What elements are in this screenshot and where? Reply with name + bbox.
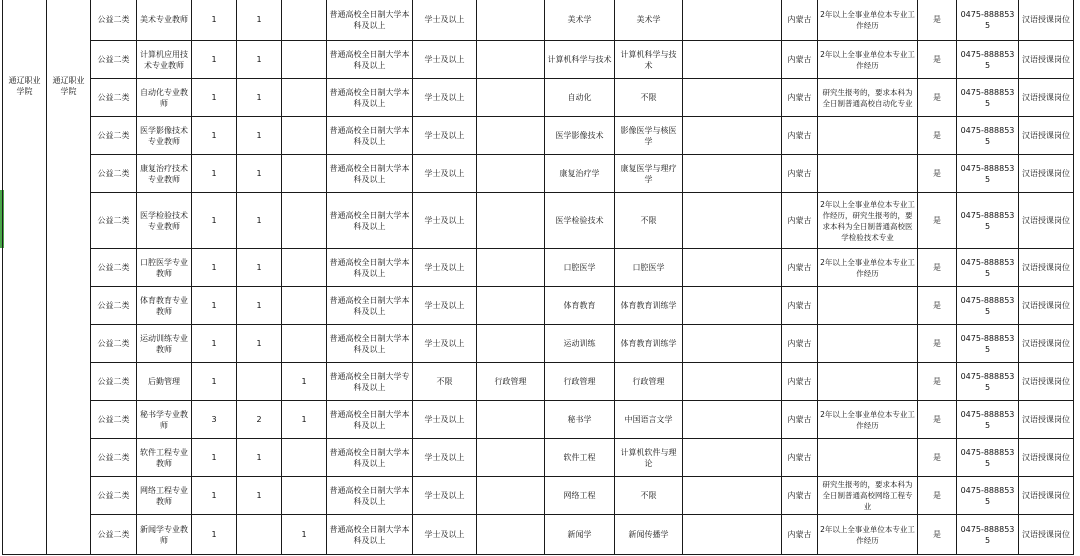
total-count-cell: 1 xyxy=(192,515,237,555)
extra-cell xyxy=(683,79,782,117)
degree-cell: 学士及以上 xyxy=(413,41,477,79)
count-b-cell xyxy=(282,79,327,117)
count-b-cell: 1 xyxy=(282,363,327,401)
count-b-cell: 1 xyxy=(282,515,327,555)
phone-cell: 0475-8888535 xyxy=(957,515,1019,555)
undergrad-major-cell: 康复治疗学 xyxy=(545,155,615,193)
direction-cell xyxy=(477,515,545,555)
region-cell: 内蒙古 xyxy=(782,477,818,515)
flag-cell: 是 xyxy=(918,0,957,41)
direction-cell xyxy=(477,477,545,515)
category-cell: 公益二类 xyxy=(91,79,137,117)
count-b-cell xyxy=(282,0,327,41)
type-cell: 汉语授课岗位 xyxy=(1019,41,1074,79)
degree-cell: 学士及以上 xyxy=(413,155,477,193)
extra-cell xyxy=(683,155,782,193)
position-cell: 医学检验技术专业教师 xyxy=(137,193,192,249)
category-cell: 公益二类 xyxy=(91,0,137,41)
type-cell: 汉语授课岗位 xyxy=(1019,117,1074,155)
table-row xyxy=(3,0,1074,41)
undergrad-major-cell: 网络工程 xyxy=(545,477,615,515)
grad-major-cell: 不限 xyxy=(615,193,683,249)
category-cell: 公益二类 xyxy=(91,155,137,193)
education-cell: 普通高校全日制大学本科及以上 xyxy=(327,193,413,249)
position-cell: 康复治疗技术专业教师 xyxy=(137,155,192,193)
table-row xyxy=(3,515,1074,555)
table-row xyxy=(3,193,1074,249)
direction-cell xyxy=(477,439,545,477)
table-row xyxy=(3,439,1074,477)
notes-cell: 2年以上全事业单位本专业工作经历 xyxy=(818,41,918,79)
notes-cell: 研究生报考的，要求本科为全日制普通高校网络工程专业 xyxy=(818,477,918,515)
category-cell: 公益二类 xyxy=(91,515,137,555)
undergrad-major-cell: 计算机科学与技术 xyxy=(545,41,615,79)
count-a-cell: 1 xyxy=(237,287,282,325)
total-count-cell: 1 xyxy=(192,249,237,287)
region-cell: 内蒙古 xyxy=(782,287,818,325)
notes-cell xyxy=(818,363,918,401)
degree-cell: 学士及以上 xyxy=(413,477,477,515)
flag-cell: 是 xyxy=(918,477,957,515)
region-cell: 内蒙古 xyxy=(782,79,818,117)
total-count-cell: 1 xyxy=(192,117,237,155)
region-cell: 内蒙古 xyxy=(782,155,818,193)
position-cell: 计算机应用技术专业教师 xyxy=(137,41,192,79)
table-row xyxy=(3,287,1074,325)
table-row xyxy=(3,155,1074,193)
flag-cell: 是 xyxy=(918,79,957,117)
position-cell: 后勤管理 xyxy=(137,363,192,401)
type-cell: 汉语授课岗位 xyxy=(1019,439,1074,477)
extra-cell xyxy=(683,117,782,155)
category-cell: 公益二类 xyxy=(91,287,137,325)
flag-cell: 是 xyxy=(918,41,957,79)
position-cell: 美术专业教师 xyxy=(137,0,192,41)
count-b-cell xyxy=(282,41,327,79)
category-cell: 公益二类 xyxy=(91,117,137,155)
type-cell: 汉语授课岗位 xyxy=(1019,249,1074,287)
notes-cell xyxy=(818,117,918,155)
flag-cell: 是 xyxy=(918,249,957,287)
count-a-cell xyxy=(237,363,282,401)
total-count-cell: 1 xyxy=(192,79,237,117)
notes-cell: 2年以上全事业单位本专业工作经历 xyxy=(818,0,918,41)
extra-cell xyxy=(683,0,782,41)
flag-cell: 是 xyxy=(918,363,957,401)
grad-major-cell: 计算机软件与理论 xyxy=(615,439,683,477)
direction-cell xyxy=(477,41,545,79)
education-cell: 普通高校全日制大学本科及以上 xyxy=(327,79,413,117)
undergrad-major-cell: 新闻学 xyxy=(545,515,615,555)
grad-major-cell: 行政管理 xyxy=(615,363,683,401)
extra-cell xyxy=(683,439,782,477)
phone-cell: 0475-8888535 xyxy=(957,287,1019,325)
degree-cell: 学士及以上 xyxy=(413,117,477,155)
count-a-cell: 1 xyxy=(237,41,282,79)
type-cell: 汉语授课岗位 xyxy=(1019,79,1074,117)
total-count-cell: 1 xyxy=(192,41,237,79)
count-a-cell: 1 xyxy=(237,117,282,155)
degree-cell: 学士及以上 xyxy=(413,515,477,555)
count-a-cell: 1 xyxy=(237,477,282,515)
education-cell: 普通高校全日制大学本科及以上 xyxy=(327,439,413,477)
position-cell: 口腔医学专业教师 xyxy=(137,249,192,287)
extra-cell xyxy=(683,477,782,515)
category-cell: 公益二类 xyxy=(91,249,137,287)
type-cell: 汉语授课岗位 xyxy=(1019,363,1074,401)
type-cell: 汉语授课岗位 xyxy=(1019,477,1074,515)
count-a-cell: 1 xyxy=(237,155,282,193)
grad-major-cell: 体育教育训练学 xyxy=(615,287,683,325)
direction-cell xyxy=(477,325,545,363)
direction-cell xyxy=(477,79,545,117)
undergrad-major-cell: 医学影像技术 xyxy=(545,117,615,155)
total-count-cell: 1 xyxy=(192,193,237,249)
region-cell: 内蒙古 xyxy=(782,249,818,287)
undergrad-major-cell: 软件工程 xyxy=(545,439,615,477)
total-count-cell: 1 xyxy=(192,439,237,477)
direction-cell xyxy=(477,117,545,155)
direction-cell xyxy=(477,401,545,439)
phone-cell: 0475-8888535 xyxy=(957,249,1019,287)
position-cell: 医学影像技术专业教师 xyxy=(137,117,192,155)
education-cell: 普通高校全日制大学本科及以上 xyxy=(327,0,413,41)
category-cell: 公益二类 xyxy=(91,325,137,363)
category-cell: 公益二类 xyxy=(91,41,137,79)
direction-cell xyxy=(477,155,545,193)
extra-cell xyxy=(683,363,782,401)
flag-cell: 是 xyxy=(918,439,957,477)
education-cell: 普通高校全日制大学本科及以上 xyxy=(327,41,413,79)
position-cell: 网络工程专业教师 xyxy=(137,477,192,515)
flag-cell: 是 xyxy=(918,515,957,555)
degree-cell: 学士及以上 xyxy=(413,0,477,41)
direction-cell: 行政管理 xyxy=(477,363,545,401)
direction-cell xyxy=(477,287,545,325)
extra-cell xyxy=(683,287,782,325)
flag-cell: 是 xyxy=(918,325,957,363)
table-row xyxy=(3,325,1074,363)
flag-cell: 是 xyxy=(918,287,957,325)
count-b-cell xyxy=(282,287,327,325)
table-row xyxy=(3,117,1074,155)
extra-cell xyxy=(683,401,782,439)
region-cell: 内蒙古 xyxy=(782,515,818,555)
notes-cell: 2年以上全事业单位本专业工作经历 xyxy=(818,515,918,555)
grad-major-cell: 康复医学与理疗学 xyxy=(615,155,683,193)
grad-major-cell: 影像医学与核医学 xyxy=(615,117,683,155)
type-cell: 汉语授课岗位 xyxy=(1019,193,1074,249)
flag-cell: 是 xyxy=(918,117,957,155)
direction-cell xyxy=(477,0,545,41)
notes-cell: 2年以上全事业单位本专业工作经历 xyxy=(818,401,918,439)
dept-name-cell: 通辽职业学院 xyxy=(47,0,91,555)
education-cell: 普通高校全日制大学本科及以上 xyxy=(327,249,413,287)
count-b-cell xyxy=(282,439,327,477)
undergrad-major-cell: 秘书学 xyxy=(545,401,615,439)
count-b-cell xyxy=(282,155,327,193)
count-a-cell: 1 xyxy=(237,0,282,41)
education-cell: 普通高校全日制大学本科及以上 xyxy=(327,401,413,439)
grad-major-cell: 不限 xyxy=(615,477,683,515)
phone-cell: 0475-8888535 xyxy=(957,0,1019,41)
grad-major-cell: 中国语言文学 xyxy=(615,401,683,439)
total-count-cell: 1 xyxy=(192,0,237,41)
flag-cell: 是 xyxy=(918,193,957,249)
grad-major-cell: 体育教育训练学 xyxy=(615,325,683,363)
grad-major-cell: 美术学 xyxy=(615,0,683,41)
total-count-cell: 1 xyxy=(192,477,237,515)
phone-cell: 0475-8888535 xyxy=(957,79,1019,117)
undergrad-major-cell: 口腔医学 xyxy=(545,249,615,287)
phone-cell: 0475-8888535 xyxy=(957,439,1019,477)
degree-cell: 学士及以上 xyxy=(413,325,477,363)
education-cell: 普通高校全日制大学专科及以上 xyxy=(327,363,413,401)
flag-cell: 是 xyxy=(918,155,957,193)
position-cell: 运动训练专业教师 xyxy=(137,325,192,363)
type-cell: 汉语授课岗位 xyxy=(1019,155,1074,193)
count-b-cell xyxy=(282,249,327,287)
total-count-cell: 1 xyxy=(192,155,237,193)
count-b-cell xyxy=(282,325,327,363)
notes-cell: 研究生报考的，要求本科为全日制普通高校自动化专业 xyxy=(818,79,918,117)
extra-cell xyxy=(683,325,782,363)
grad-major-cell: 口腔医学 xyxy=(615,249,683,287)
education-cell: 普通高校全日制大学本科及以上 xyxy=(327,325,413,363)
category-cell: 公益二类 xyxy=(91,477,137,515)
region-cell: 内蒙古 xyxy=(782,363,818,401)
position-cell: 软件工程专业教师 xyxy=(137,439,192,477)
region-cell: 内蒙古 xyxy=(782,117,818,155)
notes-cell xyxy=(818,155,918,193)
category-cell: 公益二类 xyxy=(91,193,137,249)
total-count-cell: 1 xyxy=(192,363,237,401)
count-a-cell: 1 xyxy=(237,79,282,117)
count-b-cell: 1 xyxy=(282,401,327,439)
notes-cell xyxy=(818,439,918,477)
notes-cell xyxy=(818,287,918,325)
degree-cell: 学士及以上 xyxy=(413,249,477,287)
phone-cell: 0475-8888535 xyxy=(957,325,1019,363)
type-cell: 汉语授课岗位 xyxy=(1019,401,1074,439)
region-cell: 内蒙古 xyxy=(782,193,818,249)
position-cell: 体育教育专业教师 xyxy=(137,287,192,325)
phone-cell: 0475-8888535 xyxy=(957,41,1019,79)
table-row xyxy=(3,249,1074,287)
education-cell: 普通高校全日制大学本科及以上 xyxy=(327,515,413,555)
count-a-cell: 1 xyxy=(237,249,282,287)
category-cell: 公益二类 xyxy=(91,363,137,401)
undergrad-major-cell: 自动化 xyxy=(545,79,615,117)
position-cell: 新闻学专业教师 xyxy=(137,515,192,555)
undergrad-major-cell: 行政管理 xyxy=(545,363,615,401)
count-b-cell xyxy=(282,193,327,249)
extra-cell xyxy=(683,41,782,79)
notes-cell xyxy=(818,325,918,363)
type-cell: 汉语授课岗位 xyxy=(1019,287,1074,325)
type-cell: 汉语授课岗位 xyxy=(1019,325,1074,363)
type-cell: 汉语授课岗位 xyxy=(1019,0,1074,41)
count-a-cell xyxy=(237,515,282,555)
flag-cell: 是 xyxy=(918,401,957,439)
region-cell: 内蒙古 xyxy=(782,325,818,363)
count-b-cell xyxy=(282,477,327,515)
region-cell: 内蒙古 xyxy=(782,401,818,439)
phone-cell: 0475-8888535 xyxy=(957,193,1019,249)
category-cell: 公益二类 xyxy=(91,401,137,439)
degree-cell: 学士及以上 xyxy=(413,287,477,325)
position-cell: 自动化专业教师 xyxy=(137,79,192,117)
count-a-cell: 1 xyxy=(237,439,282,477)
undergrad-major-cell: 医学检验技术 xyxy=(545,193,615,249)
type-cell: 汉语授课岗位 xyxy=(1019,515,1074,555)
total-count-cell: 1 xyxy=(192,287,237,325)
grad-major-cell: 不限 xyxy=(615,79,683,117)
undergrad-major-cell: 美术学 xyxy=(545,0,615,41)
direction-cell xyxy=(477,193,545,249)
table-row xyxy=(3,401,1074,439)
total-count-cell: 3 xyxy=(192,401,237,439)
table-row xyxy=(3,477,1074,515)
total-count-cell: 1 xyxy=(192,325,237,363)
count-a-cell: 1 xyxy=(237,325,282,363)
extra-cell xyxy=(683,249,782,287)
unit-name-cell: 通辽职业学院 xyxy=(3,0,47,555)
phone-cell: 0475-8888535 xyxy=(957,477,1019,515)
degree-cell: 学士及以上 xyxy=(413,439,477,477)
count-a-cell: 1 xyxy=(237,193,282,249)
education-cell: 普通高校全日制大学本科及以上 xyxy=(327,117,413,155)
undergrad-major-cell: 体育教育 xyxy=(545,287,615,325)
degree-cell: 学士及以上 xyxy=(413,193,477,249)
undergrad-major-cell: 运动训练 xyxy=(545,325,615,363)
extra-cell xyxy=(683,193,782,249)
phone-cell: 0475-8888535 xyxy=(957,401,1019,439)
education-cell: 普通高校全日制大学本科及以上 xyxy=(327,155,413,193)
position-cell: 秘书学专业教师 xyxy=(137,401,192,439)
count-a-cell: 2 xyxy=(237,401,282,439)
region-cell: 内蒙古 xyxy=(782,41,818,79)
phone-cell: 0475-8888535 xyxy=(957,363,1019,401)
grad-major-cell: 新闻传播学 xyxy=(615,515,683,555)
notes-cell: 2年以上全事业单位本专业工作经历，研究生报考的，要求本科为全日制普通高校医学检验技术专业 xyxy=(818,193,918,249)
table-row xyxy=(3,363,1074,401)
count-b-cell xyxy=(282,117,327,155)
extra-cell xyxy=(683,515,782,555)
notes-cell: 2年以上全事业单位本专业工作经历 xyxy=(818,249,918,287)
grad-major-cell: 计算机科学与技术 xyxy=(615,41,683,79)
degree-cell: 学士及以上 xyxy=(413,401,477,439)
category-cell: 公益二类 xyxy=(91,439,137,477)
region-cell: 内蒙古 xyxy=(782,0,818,41)
degree-cell: 学士及以上 xyxy=(413,79,477,117)
table-row xyxy=(3,79,1074,117)
direction-cell xyxy=(477,249,545,287)
table-row xyxy=(3,41,1074,79)
education-cell: 普通高校全日制大学本科及以上 xyxy=(327,287,413,325)
degree-cell: 不限 xyxy=(413,363,477,401)
region-cell: 内蒙古 xyxy=(782,439,818,477)
job-table xyxy=(2,0,1074,555)
phone-cell: 0475-8888535 xyxy=(957,155,1019,193)
education-cell: 普通高校全日制大学本科及以上 xyxy=(327,477,413,515)
phone-cell: 0475-8888535 xyxy=(957,117,1019,155)
